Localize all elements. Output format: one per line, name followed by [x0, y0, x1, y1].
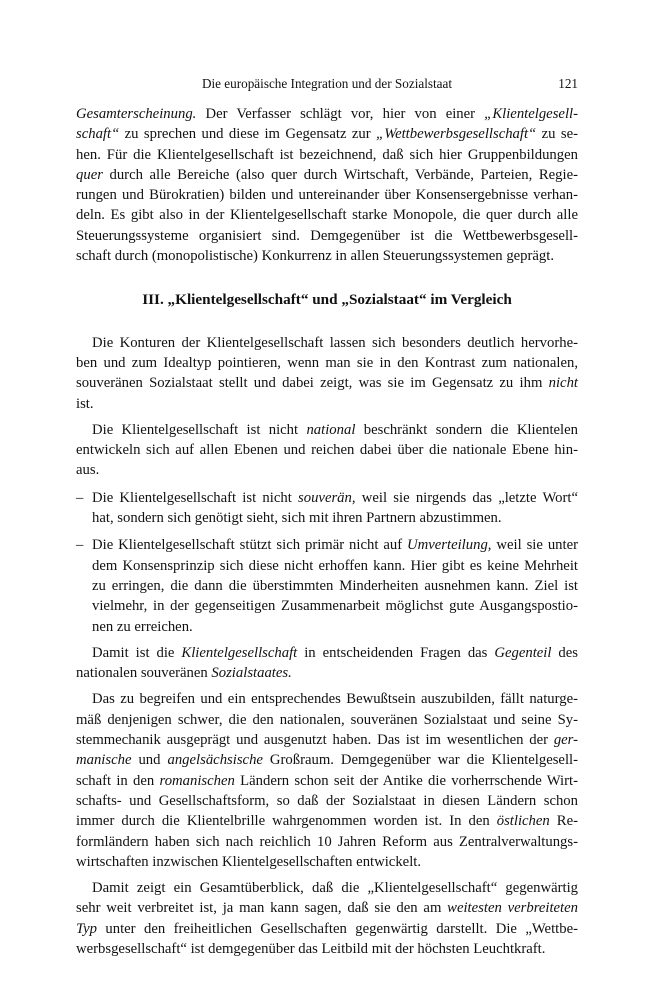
- text-line: [76, 771, 578, 791]
- text-run: des: [551, 644, 578, 661]
- text-run: zu sprechen und diese im Gegensatz zur: [119, 126, 377, 143]
- text-line: [76, 939, 578, 959]
- list-dash: –: [76, 489, 84, 506]
- document-page: [76, 76, 578, 959]
- text-line: [76, 878, 578, 898]
- italic-text: östlichen: [496, 813, 550, 830]
- text-line: [76, 460, 578, 480]
- text-line: [76, 333, 578, 353]
- text-line: [76, 689, 578, 709]
- text-line: [76, 898, 578, 918]
- text-run: unter den freiheitlichen Gesellschaften gegenwärtig darstellt. Die „Wettbe-: [96, 920, 578, 937]
- text-line: [76, 643, 578, 663]
- text-run: und: [131, 752, 168, 769]
- text-run: schafts- und Gesellschaftsform, so daß der Sozialstaat in diesen Ländern schon: [76, 792, 578, 809]
- text-run: Damit zeigt ein Gesamtüberblick, daß die „Klientelgesellschaft“ gegenwärtig: [92, 880, 578, 897]
- text-run: souveränen Sozialstaat stellt und dabei zeigt, was sie im Gegensatz zu ihm: [76, 375, 549, 392]
- text-line: [76, 791, 578, 811]
- text-run: hat, sondern sich genötigt sieht, sich mit ihren Partnern abzustimmen.: [92, 510, 502, 527]
- italic-text: Gegenteil: [494, 644, 552, 661]
- text-run: aus.: [76, 462, 100, 479]
- italic-text: Umverteilung,: [407, 537, 492, 554]
- section-heading: III. „Klientelgesellschaft“ und „Sozialstaat“ im Vergleich: [142, 291, 512, 309]
- text-run: schaft in den: [76, 772, 160, 789]
- text-run: Die Klientelgesellschaft ist nicht: [92, 421, 307, 438]
- text-run: ben und zum Idealtyp pointieren, wenn man sie in den Kontrast zum nationalen,: [76, 354, 578, 371]
- text-run: immer durch die Klientelbrille wahrgenommen worden ist. In den: [76, 813, 497, 830]
- text-run: deln. Es gibt also in der Klientelgesellschaft starke Monopole, die quer durch alle: [76, 207, 578, 224]
- text-line: [76, 832, 578, 852]
- text-run: Die Klientelgesellschaft ist nicht: [92, 489, 299, 506]
- italic-text: schaft“: [76, 126, 120, 143]
- paragraph: [76, 104, 578, 266]
- text-run: in entscheidenden Fragen das: [297, 644, 495, 661]
- text-line: [76, 353, 578, 373]
- text-line: [76, 205, 578, 225]
- text-run: ist.: [76, 395, 94, 412]
- text-line: [92, 508, 578, 528]
- text-run: rungen und Bürokratien) bilden und untereinander über Konsensergebnisse verhan-: [76, 187, 578, 204]
- text-run: formländern haben sich nach reichlich 10 Jahren Reform aus Zentralverwaltungs-: [76, 833, 578, 850]
- text-run: dem Konsensprinzip sich diese nicht erhoffen kann. Hier gibt es keine Mehrheit: [92, 557, 578, 574]
- list-dash: –: [76, 537, 84, 554]
- italic-text: souverän,: [298, 489, 356, 506]
- text-run: zu erringen, die dann die überstimmten Minderheiten ausnehmen kann. Ziel ist: [92, 577, 578, 594]
- italic-text: Typ: [76, 920, 97, 937]
- italic-text: Sozialstaates.: [211, 665, 292, 682]
- paragraph: [76, 643, 578, 684]
- text-run: Steuerungssysteme organisiert sind. Demgegenüber ist die Wettbewerbsgesell-: [76, 227, 578, 244]
- text-line: [76, 663, 578, 683]
- text-line: [76, 104, 578, 124]
- text-run: wirtschaften inzwischen Klientelgesellschaften entwickelt.: [76, 853, 422, 870]
- text-run: Großraum. Demgegenüber war die Klientelgesell-: [262, 752, 578, 769]
- text-run: hen. Für die Klientelgesellschaft ist bezeichnend, daß sich hier Gruppenbildungen: [76, 146, 578, 163]
- text-line: [76, 710, 578, 730]
- text-run: mäß denjenigen schwer, die den nationalen, souveränen Sozialstaat und seine Sy-: [76, 711, 578, 728]
- text-run: Das zu begreifen und ein entsprechendes Bewußtsein auszubilden, fällt naturge-: [92, 691, 578, 708]
- text-line: [76, 246, 578, 266]
- text-line: [76, 124, 578, 144]
- text-line: [76, 750, 578, 770]
- text-run: Die Klientelgesellschaft stützt sich primär nicht auf: [92, 537, 408, 554]
- italic-text: nicht: [548, 375, 578, 392]
- text-line: [92, 576, 578, 596]
- text-run: Die Konturen der Klientelgesellschaft lassen sich besonders deutlich hervorhe-: [92, 334, 578, 351]
- text-run: schaft durch (monopolistische) Konkurrenz in allen Steuerungssystemen geprägt.: [76, 248, 555, 265]
- italic-text: weitesten verbreiteten: [447, 900, 579, 917]
- text-run: sehr weit verbreitet ist, ja man kann sagen, daß sie den am: [76, 900, 448, 917]
- running-header-title: Die europäische Integration und der Sozialstaat: [201, 76, 453, 91]
- text-line: [76, 440, 578, 460]
- text-run: weil sie nirgends das „letzte Wort“: [355, 489, 578, 506]
- text-run: stemmechanik ausgeprägt und ausgenutzt haben. Das ist im wesentlichen der: [76, 732, 554, 749]
- text-run: Ländern schon seit der Antike die vorherrschende Wirt-: [234, 772, 579, 789]
- text-run: werbsgesellschaft“ ist demgegenüber das Leitbild mit der höchsten Leuchtkraft.: [76, 940, 546, 957]
- text-line: [76, 852, 578, 872]
- text-line: [76, 811, 578, 831]
- text-line: [92, 488, 578, 508]
- text-line: [76, 185, 578, 205]
- text-line: [76, 394, 578, 414]
- paragraph: [76, 689, 578, 872]
- text-run: Damit ist die: [92, 644, 182, 661]
- text-run: nen zu erreichen.: [92, 618, 193, 635]
- paragraph: [76, 878, 578, 959]
- page-number: 121: [558, 76, 578, 91]
- paragraph: [76, 333, 578, 414]
- text-line: [92, 596, 578, 616]
- body-text: [76, 104, 578, 959]
- text-line: [76, 373, 578, 393]
- text-line: [76, 165, 578, 185]
- text-run: nationalen souveränen: [76, 665, 212, 682]
- italic-text: angelsächsische: [167, 752, 263, 769]
- italic-text: quer: [76, 166, 103, 183]
- italic-text: „Wettbewerbsgesellschaft“: [376, 126, 537, 143]
- text-line: [76, 145, 578, 165]
- bullet-list: [76, 488, 578, 637]
- italic-text: ger-: [553, 732, 578, 749]
- text-line: [76, 420, 578, 440]
- running-header: [76, 76, 578, 96]
- text-line: [92, 617, 578, 637]
- list-item: [76, 488, 578, 529]
- text-run: weil sie unter: [491, 537, 579, 554]
- italic-text: national: [306, 421, 356, 438]
- text-line: [76, 730, 578, 750]
- italic-text: manische: [76, 752, 132, 769]
- text-line: [92, 556, 578, 576]
- paragraph: [76, 420, 578, 481]
- italic-text: romanischen: [159, 772, 235, 789]
- text-run: Der Verfasser schlägt vor, hier von einer: [196, 106, 485, 122]
- text-run: beschränkt sondern die Klientelen: [355, 421, 578, 438]
- text-run: entwickeln sich auf allen Ebenen und reichen dabei über die nationale Ebene hin-: [76, 442, 578, 459]
- text-run: zu se-: [536, 126, 578, 143]
- italic-text: Gesamterscheinung.: [76, 106, 197, 122]
- text-line: [92, 535, 578, 555]
- text-line: [76, 226, 578, 246]
- text-line: [76, 919, 578, 939]
- text-run: durch alle Bereiche (also quer durch Wirtschaft, Verbände, Parteien, Regie-: [102, 166, 578, 183]
- italic-text: Klientelgesellschaft: [181, 644, 298, 661]
- text-run: Re-: [549, 813, 578, 830]
- text-run: vielmehr, in der gegenseitigen Zusammenarbeit möglichst gute Ausgangspostio-: [92, 598, 578, 615]
- list-item: [76, 535, 578, 636]
- italic-text: „Klientelgesell-: [484, 106, 578, 122]
